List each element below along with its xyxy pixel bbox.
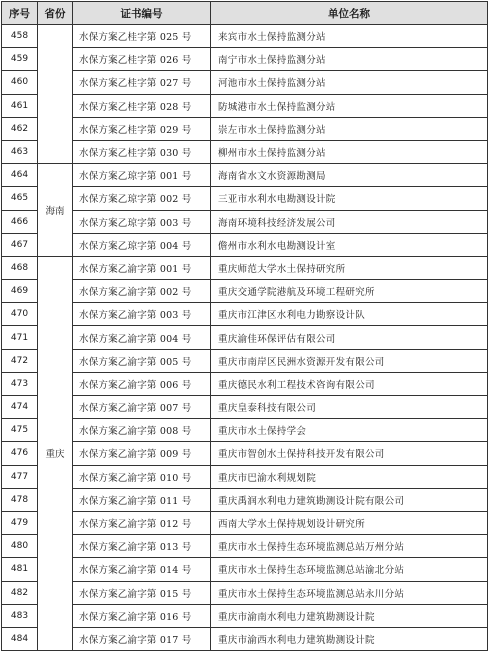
- unit-name-cell: 三亚市水利水电勘测设计院: [211, 187, 488, 210]
- header-row: [2, 2, 488, 25]
- certificate-number-cell: 水保方案乙桂字第 028 号: [73, 94, 211, 117]
- seq-cell: 458: [2, 25, 38, 48]
- certificate-number-cell: 水保方案乙琼字第 001 号: [73, 164, 211, 187]
- seq-cell: 464: [2, 164, 38, 187]
- table-row: [2, 535, 488, 558]
- unit-name-cell: 儋州市水利水电勘测设计室: [211, 233, 488, 256]
- province-cell: 重庆: [38, 256, 73, 650]
- seq-cell: 479: [2, 511, 38, 534]
- unit-name-cell: 重庆市水土保持生态环境监测总站永川分站: [211, 581, 488, 604]
- unit-name-cell: 南宁市水土保持监测分站: [211, 48, 488, 71]
- table-row: [2, 604, 488, 627]
- seq-cell: 474: [2, 396, 38, 419]
- unit-name-cell: 重庆德民水利工程技术咨询有限公司: [211, 372, 488, 395]
- table-row: [2, 256, 488, 279]
- unit-name-cell: 重庆皇泰科技有限公司: [211, 396, 488, 419]
- table-row: [2, 372, 488, 395]
- table-row: [2, 210, 488, 233]
- table-row: [2, 303, 488, 326]
- unit-name-cell: 重庆禹润水利电力建筑勘测设计院有限公司: [211, 488, 488, 511]
- certificate-number-cell: 水保方案乙渝字第 015 号: [73, 581, 211, 604]
- seq-cell: 477: [2, 465, 38, 488]
- seq-cell: 476: [2, 442, 38, 465]
- table-row: [2, 511, 488, 534]
- table-row: [2, 280, 488, 303]
- certificate-number-cell: 水保方案乙琼字第 002 号: [73, 187, 211, 210]
- unit-name-cell: 重庆市巴渝水利规划院: [211, 465, 488, 488]
- seq-cell: 470: [2, 303, 38, 326]
- table-row: [2, 488, 488, 511]
- header-unit: 单位名称: [211, 2, 488, 25]
- unit-name-cell: 重庆市渝南水利电力建筑勘测设计院: [211, 604, 488, 627]
- unit-name-cell: 河池市水土保持监测分站: [211, 71, 488, 94]
- table-row: [2, 349, 488, 372]
- table-row: [2, 465, 488, 488]
- table-row: [2, 233, 488, 256]
- unit-name-cell: 重庆市水土保持生态环境监测总站万州分站: [211, 535, 488, 558]
- seq-cell: 460: [2, 71, 38, 94]
- seq-cell: 465: [2, 187, 38, 210]
- certificate-number-cell: 水保方案乙渝字第 009 号: [73, 442, 211, 465]
- unit-name-cell: 重庆市渝西水利电力建筑勘测设计院: [211, 627, 488, 650]
- seq-cell: 475: [2, 419, 38, 442]
- table-row: [2, 117, 488, 140]
- table-row: [2, 140, 488, 163]
- certificate-number-cell: 水保方案乙桂字第 026 号: [73, 48, 211, 71]
- certificate-number-cell: 水保方案乙渝字第 004 号: [73, 326, 211, 349]
- header-province: 省份: [38, 2, 73, 25]
- unit-name-cell: 海南环境科技经济发展公司: [211, 210, 488, 233]
- certificate-number-cell: 水保方案乙渝字第 006 号: [73, 372, 211, 395]
- unit-name-cell: 海南省水文水资源勘测局: [211, 164, 488, 187]
- table-header: [2, 2, 488, 25]
- certificate-number-cell: 水保方案乙桂字第 025 号: [73, 25, 211, 48]
- table-row: [2, 94, 488, 117]
- certificate-number-cell: 水保方案乙桂字第 030 号: [73, 140, 211, 163]
- certificate-number-cell: 水保方案乙渝字第 011 号: [73, 488, 211, 511]
- certificate-number-cell: 水保方案乙渝字第 014 号: [73, 558, 211, 581]
- table-row: [2, 326, 488, 349]
- certificate-number-cell: 水保方案乙渝字第 007 号: [73, 396, 211, 419]
- unit-name-cell: 崇左市水土保持监测分站: [211, 117, 488, 140]
- unit-name-cell: 重庆市智创水土保持科技开发有限公司: [211, 442, 488, 465]
- table-row: [2, 48, 488, 71]
- certificate-number-cell: 水保方案乙渝字第 017 号: [73, 627, 211, 650]
- seq-cell: 463: [2, 140, 38, 163]
- table-row: [2, 71, 488, 94]
- seq-cell: 481: [2, 558, 38, 581]
- table-row: [2, 581, 488, 604]
- seq-cell: 468: [2, 256, 38, 279]
- unit-name-cell: 重庆市水土保持学会: [211, 419, 488, 442]
- certificate-number-cell: 水保方案乙渝字第 001 号: [73, 256, 211, 279]
- seq-cell: 483: [2, 604, 38, 627]
- unit-name-cell: 防城港市水土保持监测分站: [211, 94, 488, 117]
- unit-name-cell: 重庆市江津区水利电力勘察设计队: [211, 303, 488, 326]
- certificate-number-cell: 水保方案乙渝字第 012 号: [73, 511, 211, 534]
- table-row: [2, 187, 488, 210]
- unit-name-cell: 重庆市南岸区民洲水资源开发有限公司: [211, 349, 488, 372]
- table-row: [2, 442, 488, 465]
- seq-cell: 471: [2, 326, 38, 349]
- unit-name-cell: 重庆交通学院港航及环境工程研究所: [211, 280, 488, 303]
- seq-cell: 466: [2, 210, 38, 233]
- certificate-number-cell: 水保方案乙渝字第 013 号: [73, 535, 211, 558]
- certificate-number-cell: 水保方案乙渝字第 005 号: [73, 349, 211, 372]
- seq-cell: 482: [2, 581, 38, 604]
- seq-cell: 484: [2, 627, 38, 650]
- unit-name-cell: 重庆师范大学水土保持研究所: [211, 256, 488, 279]
- certificate-number-cell: 水保方案乙渝字第 010 号: [73, 465, 211, 488]
- certificate-number-cell: 水保方案乙琼字第 004 号: [73, 233, 211, 256]
- table-row: [2, 396, 488, 419]
- certificate-number-cell: 水保方案乙桂字第 029 号: [73, 117, 211, 140]
- seq-cell: 459: [2, 48, 38, 71]
- certificate-number-cell: 水保方案乙渝字第 002 号: [73, 280, 211, 303]
- table-body: [2, 25, 488, 651]
- seq-cell: 462: [2, 117, 38, 140]
- province-cell: 海南: [38, 164, 73, 257]
- table-row: [2, 627, 488, 650]
- certificate-table: [1, 1, 488, 651]
- table-row: [2, 25, 488, 48]
- table-row: [2, 164, 488, 187]
- certificate-number-cell: 水保方案乙渝字第 016 号: [73, 604, 211, 627]
- unit-name-cell: 重庆市水土保持生态环境监测总站渝北分站: [211, 558, 488, 581]
- certificate-number-cell: 水保方案乙桂字第 027 号: [73, 71, 211, 94]
- certificate-list-page: [1, 1, 487, 651]
- table-row: [2, 419, 488, 442]
- province-cell: [38, 25, 73, 164]
- certificate-number-cell: 水保方案乙渝字第 008 号: [73, 419, 211, 442]
- seq-cell: 461: [2, 94, 38, 117]
- certificate-number-cell: 水保方案乙琼字第 003 号: [73, 210, 211, 233]
- seq-cell: 478: [2, 488, 38, 511]
- unit-name-cell: 来宾市水土保持监测分站: [211, 25, 488, 48]
- seq-cell: 472: [2, 349, 38, 372]
- seq-cell: 467: [2, 233, 38, 256]
- seq-cell: 469: [2, 280, 38, 303]
- header-seq: 序号: [2, 2, 38, 25]
- seq-cell: 473: [2, 372, 38, 395]
- unit-name-cell: 重庆渝佳环保评估有限公司: [211, 326, 488, 349]
- unit-name-cell: 柳州市水土保持监测分站: [211, 140, 488, 163]
- table-row: [2, 558, 488, 581]
- seq-cell: 480: [2, 535, 38, 558]
- header-cert: 证书编号: [73, 2, 211, 25]
- certificate-number-cell: 水保方案乙渝字第 003 号: [73, 303, 211, 326]
- unit-name-cell: 西南大学水土保持规划设计研究所: [211, 511, 488, 534]
